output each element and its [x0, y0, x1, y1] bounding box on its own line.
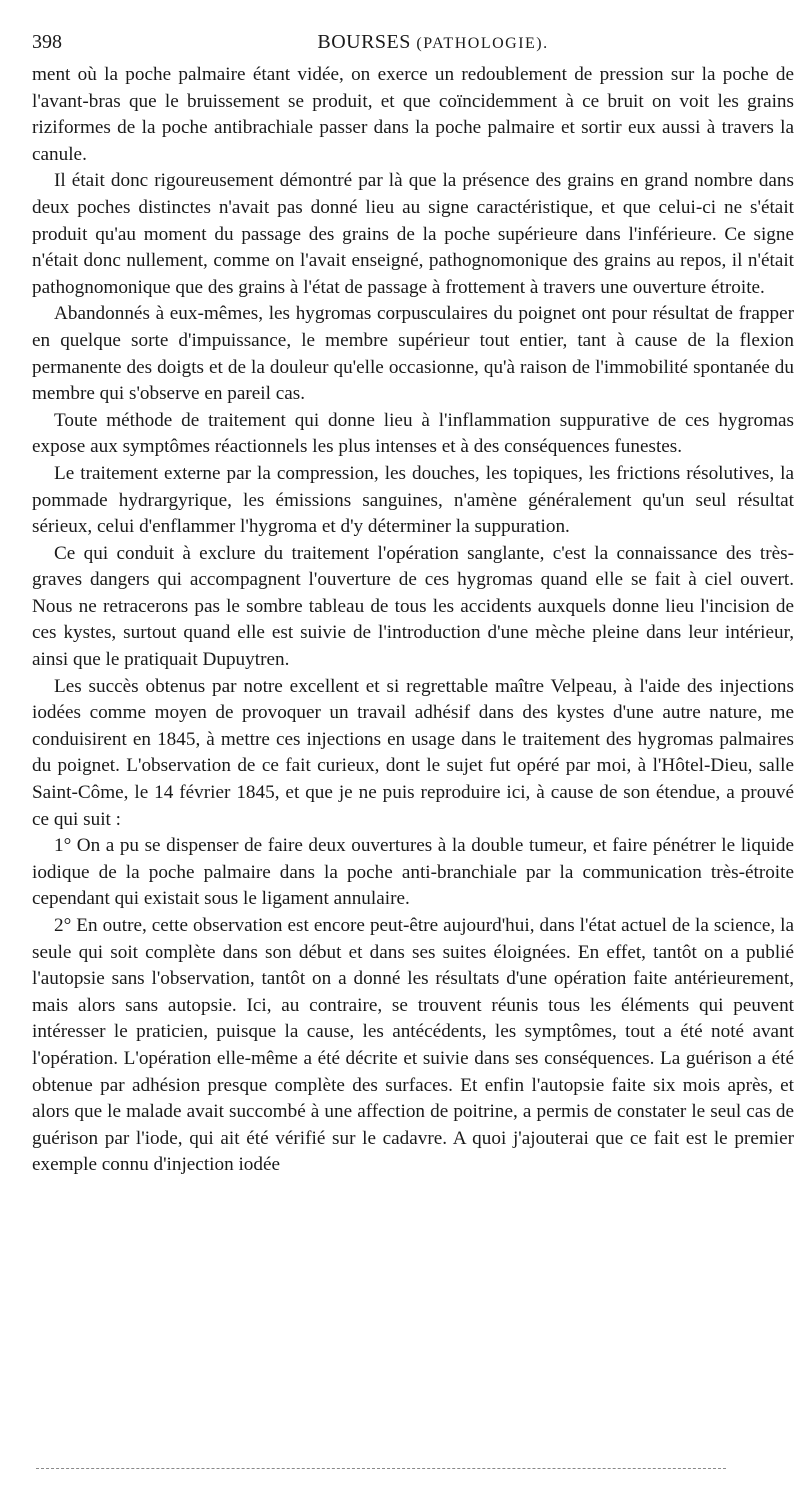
running-head — [32, 28, 794, 58]
page-header — [32, 28, 794, 62]
paragraph: Le traitement externe par la compression, les douches, les topiques, les frictions résolutives, la pommade hydrargyrique, les émissions sanguines, n'amène généralement qu'un seul résultat sérieux, celui d'enflammer l'hygroma et d'y déterminer la suppuration. — [32, 462, 794, 538]
paragraph: 1° On a pu se dispenser de faire deux ouvertures à la double tumeur, et faire pénétrer le liquide iodique de la poche palmaire dans la poche anti-branchiale par la communication très-étroite cependant qui existait sous le ligament annulaire. — [32, 835, 794, 910]
paragraph: Il était donc rigoureusement démontré par là que la présence des grains en grand nombre dans deux poches distinctes n'avait pas donné lieu au signe caractéristique, et que celui-ci ne s'était produit qu'au moment du passage des grains de la poche supérieure dans l'inférieure. Ce signe n'était donc nullement, comme on l'avait enseigné, pathognomonique des grains au repos, il n'était pathognomonique que des grains à l'état de passage à frottement à travers une ouverture étroite. — [32, 170, 794, 298]
paragraph: 2° En outre, cette observation est encore peut-être aujourd'hui, dans l'état actuel de la science, la seule qui soit complète dans son début et dans ses suites éloignées. En effet, tantôt on a publié l'autopsie sans l'observation, tantôt on a donné les résultats d'une opération faite antérieurement, mais alors sans autopsie. Ici, au contraire, se trouvent réunis tous les éléments qui peuvent intéresser le praticien, puisque la cause, les antécédents, les symptômes, tout a été noté avant l'opération. L'opération elle-même a été décrite et suivie dans ses conséquences. La guérison a été obtenue par adhésion presque complète des surfaces. Et enfin l'autopsie faite six mois après, et alors que le malade avait succombé à une affection de poitrine, a permis de constater le seul cas de guérison par l'iode, qui ait été vérifié sur le cadavre. A quoi j'ajouterai que ce fait est le premier exemple connu d'injection iodée — [32, 915, 794, 1176]
paragraph: ment où la poche palmaire étant vidée, on exerce un redoublement de pression sur la poche de l'avant-bras que le bruissement se produit, et que coïncidemment à ce bruit on voit les grains riziformes de la poche antibrachiale passer dans la poche palmaire et sortir eux aussi à travers la canule. — [32, 64, 794, 165]
paragraph: Ce qui conduit à exclure du traitement l'opération sanglante, c'est la connaissance des très-graves dangers qui accompagnent l'ouverture de ces hygromas quand elle se fait à ciel ouvert. Nous ne retracerons pas le sombre tableau de tous les accidents auxquels donne lieu l'incision de ces kystes, surtout quand elle est suivie de l'introduction d'une mèche pleine dans leur intérieur, ainsi que le pratiquait Dupuytren. — [32, 542, 794, 671]
running-head-title: BOURSES — [317, 31, 411, 53]
book-page — [32, 28, 794, 1179]
page-number: 398 — [32, 31, 62, 53]
bottom-dashed-rule — [36, 1468, 726, 1469]
running-head-subtitle: (PATHOLOGIE). — [416, 35, 549, 52]
paragraph: Abandonnés à eux-mêmes, les hygromas corpusculaires du poignet ont pour résultat de frapper en quelque sorte d'impuissance, le membre supérieur tout entier, tant à cause de la flexion permanente des doigts et de la douleur qu'elle occasionne, qu'à raison de l'immobilité spontanée du membre qui s'observe en pareil cas. — [32, 303, 794, 405]
paragraph: Les succès obtenus par notre excellent et si regrettable maître Velpeau, à l'aide des injections iodées comme moyen de provoquer un travail adhésif dans des kystes d'une autre nature, me conduisirent en 1845, à mettre ces injections en usage dans le traitement des hygromas palmaires du poignet. L'observation de ce fait curieux, dont le sujet fut opéré par moi, à l'Hôtel-Dieu, salle Saint-Côme, le 14 février 1845, et que je ne puis reproduire ici, à cause de son étendue, a prouvé ce qui suit : — [32, 675, 794, 830]
body-text — [32, 62, 794, 1179]
paragraph: Toute méthode de traitement qui donne lieu à l'inflammation suppurative de ces hygromas expose aux symptômes réactionnels les plus intenses et à des conséquences funestes. — [32, 409, 794, 458]
